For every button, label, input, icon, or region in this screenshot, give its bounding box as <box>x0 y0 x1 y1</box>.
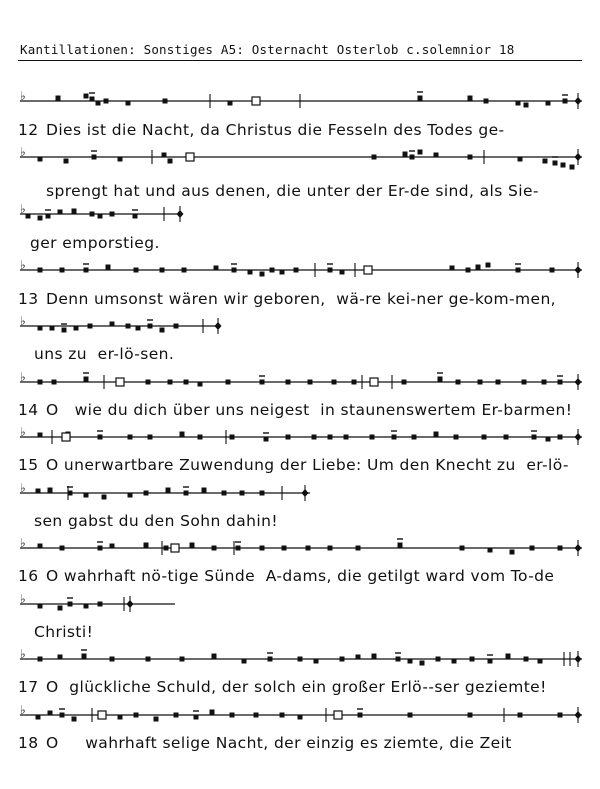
verse-number: 18 <box>18 734 39 752</box>
neume-note <box>163 99 168 104</box>
flat-clef: ♭ <box>20 258 26 272</box>
text-line-5 <box>34 345 174 363</box>
neume-note <box>64 159 69 164</box>
neume-note <box>56 96 61 101</box>
neume-note <box>314 659 319 664</box>
neume-note <box>298 657 303 662</box>
neume-note <box>212 546 217 551</box>
neume-note <box>370 435 375 440</box>
neume-note <box>328 546 333 551</box>
neume-note <box>38 544 43 549</box>
lyric-text: O glückliche Schuld, der solch ein großer Erlö--ser geziemte! <box>46 678 547 696</box>
neume-note <box>392 435 397 440</box>
neume-note <box>456 380 461 385</box>
neume-note <box>72 717 77 722</box>
neume-note <box>46 214 51 219</box>
flat-clef: ♭ <box>20 202 26 216</box>
neume-note <box>248 270 253 275</box>
lyric-text: O wie du dich über uns neigest in staunenswertem Er-barmen! <box>46 401 573 419</box>
neume-note <box>110 212 115 217</box>
end-diamond <box>127 600 134 608</box>
neume-note <box>84 493 89 498</box>
flat-clef: ♭ <box>20 145 26 159</box>
neume-note <box>126 324 131 329</box>
neume-note <box>166 488 171 493</box>
open-square <box>334 711 342 719</box>
neume-note <box>58 606 63 611</box>
open-square <box>370 378 378 386</box>
open-square <box>171 544 179 552</box>
neume-note <box>558 435 563 440</box>
neume-note <box>174 713 179 718</box>
neume-note <box>82 654 87 659</box>
neume-note <box>476 265 481 270</box>
open-square <box>252 97 260 105</box>
neume-note <box>68 602 73 607</box>
neume-note <box>148 435 153 440</box>
neume-note <box>26 214 31 219</box>
neume-note <box>98 214 103 219</box>
lyric-text: O unerwartbare Zuwendung der Liebe: Um den Knecht zu er-lö- <box>46 456 569 474</box>
open-square <box>186 153 194 161</box>
neume-note <box>408 713 413 718</box>
neume-note <box>110 544 115 549</box>
neume-note <box>58 655 63 660</box>
neume-note <box>546 101 551 106</box>
neume-note <box>228 101 233 106</box>
text-line-7 <box>18 456 569 474</box>
neume-note <box>230 435 235 440</box>
neume-note <box>240 491 245 496</box>
neume-note <box>84 604 89 609</box>
end-diamond <box>215 322 222 330</box>
neume-note <box>38 657 43 662</box>
neume-note <box>438 377 443 382</box>
neume-note <box>546 437 551 442</box>
page-header-title: Kantillationen: Sonstiges A5: Osternacht Osterlob c.solemnior 18 <box>20 42 515 57</box>
neume-note <box>84 94 89 99</box>
text-line-12 <box>18 734 512 752</box>
text-line-9 <box>18 567 554 585</box>
neume-note <box>344 435 349 440</box>
verse-number: 16 <box>18 567 39 585</box>
neume-note <box>550 268 555 273</box>
neume-note <box>538 659 543 664</box>
neume-note <box>312 435 317 440</box>
neume-note <box>104 99 109 104</box>
neume-note <box>460 546 465 551</box>
neume-note <box>280 713 285 718</box>
neume-note <box>168 159 173 164</box>
end-diamond <box>177 210 184 218</box>
neume-note <box>254 713 259 718</box>
neume-note <box>38 326 43 331</box>
neume-note <box>418 150 423 155</box>
neume-note <box>408 659 413 664</box>
neume-note <box>102 495 107 500</box>
neume-note <box>286 435 291 440</box>
flat-clef: ♭ <box>20 370 26 384</box>
text-line-6 <box>18 401 572 419</box>
neume-note <box>466 268 471 273</box>
lyric-text: O wahrhaft selige Nacht, der einzig es ziemte, die Zeit <box>46 734 512 752</box>
flat-clef: ♭ <box>20 647 26 661</box>
neume-note <box>198 435 203 440</box>
flat-clef: ♭ <box>20 314 26 328</box>
neume-note <box>164 546 169 551</box>
neume-note <box>402 380 407 385</box>
neume-note <box>38 433 43 438</box>
neume-note <box>92 155 97 160</box>
neume-note <box>110 322 115 327</box>
neume-note <box>352 380 357 385</box>
neume-note <box>434 153 439 158</box>
neume-note <box>98 435 103 440</box>
end-diamond <box>575 711 582 719</box>
neume-note <box>38 157 43 162</box>
neume-note <box>60 713 65 718</box>
neume-note <box>160 328 165 333</box>
open-square <box>364 266 372 274</box>
neume-note <box>232 268 237 273</box>
neume-note <box>516 268 521 273</box>
neume-note <box>418 96 423 101</box>
neume-note <box>570 165 575 170</box>
neume-note <box>398 543 403 548</box>
neume-note <box>356 546 361 551</box>
neume-note <box>96 101 101 106</box>
neume-note <box>260 380 265 385</box>
neume-note <box>230 713 235 718</box>
neume-note <box>214 266 219 271</box>
neume-note <box>144 543 149 548</box>
neume-note <box>420 661 425 666</box>
neume-note <box>260 491 265 496</box>
neume-note <box>52 380 57 385</box>
neume-note <box>328 268 333 273</box>
verse-number: 12 <box>18 121 39 139</box>
neume-note <box>194 715 199 720</box>
neume-note <box>468 713 473 718</box>
neume-note <box>144 491 149 496</box>
neume-note <box>482 435 487 440</box>
neume-note <box>180 657 185 662</box>
open-square <box>98 711 106 719</box>
neume-note <box>543 159 548 164</box>
lyric-text: O wahrhaft nö-tige Sünde A-dams, die getilgt ward vom To-de <box>46 567 555 585</box>
neume-note <box>524 657 529 662</box>
neume-note <box>294 268 299 273</box>
neume-note <box>118 157 123 162</box>
verse-number: 13 <box>18 290 39 308</box>
neume-note <box>50 326 55 331</box>
neume-note <box>36 489 41 494</box>
neume-note <box>48 711 53 716</box>
neume-note <box>563 99 568 104</box>
neume-note <box>412 435 417 440</box>
neume-note <box>190 543 195 548</box>
neume-note <box>202 488 207 493</box>
neume-note <box>332 380 337 385</box>
end-diamond <box>575 433 582 441</box>
neume-note <box>516 101 521 106</box>
neume-note <box>148 324 153 329</box>
neume-note <box>134 268 139 273</box>
text-line-1 <box>18 121 505 139</box>
neume-note <box>72 209 77 214</box>
neume-note <box>328 435 333 440</box>
end-diamond <box>575 266 582 274</box>
neume-note <box>146 380 151 385</box>
neume-note <box>268 657 273 662</box>
neume-note <box>38 268 43 273</box>
neume-note <box>518 713 523 718</box>
neume-note <box>270 268 275 273</box>
neume-note <box>236 546 241 551</box>
neume-note <box>160 268 165 273</box>
verse-number: 17 <box>18 678 39 696</box>
neume-note <box>118 715 123 720</box>
neume-note <box>212 654 217 659</box>
neume-note <box>518 157 523 162</box>
neume-note <box>38 216 43 221</box>
neume-note <box>454 435 459 440</box>
neume-note <box>308 380 313 385</box>
neume-note <box>98 602 103 607</box>
flat-clef: ♭ <box>20 89 26 103</box>
neume-note <box>488 548 493 553</box>
lyric-text: Dies ist die Nacht, da Christus die Fesseln des Todes ge- <box>46 121 505 139</box>
neume-note <box>162 153 167 158</box>
neume-note <box>470 657 475 662</box>
neume-note <box>60 268 65 273</box>
neume-note <box>298 715 303 720</box>
neume-note <box>522 380 527 385</box>
lyric-text: sen gabst du den Sohn dahin! <box>34 512 278 530</box>
neume-note <box>558 380 563 385</box>
neume-note <box>558 546 563 551</box>
neume-note <box>90 97 95 102</box>
neume-note <box>133 214 138 219</box>
lyric-text: uns zu er-lö-sen. <box>34 345 175 363</box>
neume-note <box>84 268 89 273</box>
neume-note <box>222 491 227 496</box>
text-line-10 <box>34 623 93 641</box>
neume-note <box>340 270 345 275</box>
neume-note <box>126 101 131 106</box>
lyric-text: Denn umsonst wären wir geboren, wä-re kei-ner ge-kom-men, <box>46 290 557 308</box>
neume-note <box>452 659 457 664</box>
neume-note <box>486 263 491 268</box>
open-square <box>62 433 70 441</box>
neume-note <box>496 380 501 385</box>
neume-note <box>484 99 489 104</box>
neume-note <box>136 326 141 331</box>
neume-note <box>558 713 563 718</box>
neume-note <box>134 713 139 718</box>
neume-note <box>184 380 189 385</box>
end-diamond <box>575 153 582 161</box>
neume-note <box>110 657 115 662</box>
flat-clef: ♭ <box>20 592 26 606</box>
neume-note <box>48 488 53 493</box>
neume-note <box>286 380 291 385</box>
neume-note <box>74 326 79 331</box>
neume-note <box>260 546 265 551</box>
neume-note <box>403 152 408 157</box>
neume-note <box>478 380 483 385</box>
neume-note <box>372 155 377 160</box>
neume-note <box>410 155 415 160</box>
neume-note <box>146 657 151 662</box>
neume-note <box>468 96 473 101</box>
neume-note <box>524 103 529 108</box>
verse-number: 14 <box>18 401 39 419</box>
end-diamond <box>575 544 582 552</box>
text-line-2 <box>46 182 539 200</box>
flat-clef: ♭ <box>20 703 26 717</box>
lyric-text: ger emporstieg. <box>30 234 160 252</box>
end-diamond <box>575 655 582 663</box>
neume-note <box>38 604 43 609</box>
neume-note <box>62 328 67 333</box>
lyric-text: sprengt hat und aus denen, die unter der Er-de sind, als Sie- <box>46 182 539 200</box>
neume-note <box>504 435 509 440</box>
neume-note <box>182 268 187 273</box>
neume-note <box>356 655 361 660</box>
neume-note <box>561 163 566 168</box>
neume-note <box>106 265 111 270</box>
neume-note <box>38 380 43 385</box>
neume-note <box>184 491 189 496</box>
neume-note <box>154 717 159 722</box>
text-line-4 <box>18 290 556 308</box>
verse-number: 15 <box>18 456 39 474</box>
neume-note <box>58 210 63 215</box>
end-diamond <box>575 97 582 105</box>
neume-note <box>530 546 535 551</box>
neume-note <box>340 657 345 662</box>
neume-note <box>510 550 515 555</box>
neume-note <box>532 435 537 440</box>
neume-note <box>280 270 285 275</box>
neume-note <box>264 437 269 442</box>
neume-note <box>36 715 41 720</box>
end-diamond <box>575 378 582 386</box>
neume-note <box>210 710 215 715</box>
neume-note <box>98 546 103 551</box>
neume-note <box>260 272 265 277</box>
neume-note <box>88 324 93 329</box>
neume-note <box>434 432 439 437</box>
flat-clef: ♭ <box>20 536 26 550</box>
neume-note <box>198 382 203 387</box>
neume-note <box>282 546 287 551</box>
open-square <box>116 378 124 386</box>
neume-note <box>306 546 311 551</box>
neume-note <box>174 324 179 329</box>
end-diamond <box>302 489 309 497</box>
neume-note <box>168 380 173 385</box>
neume-note <box>128 435 133 440</box>
text-line-11 <box>18 678 547 696</box>
neume-note <box>180 432 185 437</box>
neume-note <box>90 212 95 217</box>
flat-clef: ♭ <box>20 425 26 439</box>
neume-note <box>242 659 247 664</box>
neume-note <box>506 654 511 659</box>
neume-note <box>60 546 65 551</box>
neume-note <box>468 155 473 160</box>
flat-clef: ♭ <box>20 481 26 495</box>
neume-note <box>358 713 363 718</box>
neume-note <box>488 659 493 664</box>
neume-note <box>226 380 231 385</box>
text-line-8 <box>34 512 278 530</box>
neume-note <box>396 657 401 662</box>
neume-note <box>436 657 441 662</box>
neume-note <box>372 654 377 659</box>
text-line-3 <box>30 234 160 252</box>
lyric-text: Christi! <box>34 623 94 641</box>
neume-note <box>553 161 558 166</box>
neume-note <box>542 380 547 385</box>
neume-note <box>450 266 455 271</box>
neume-note <box>128 493 133 498</box>
neume-note <box>84 377 89 382</box>
